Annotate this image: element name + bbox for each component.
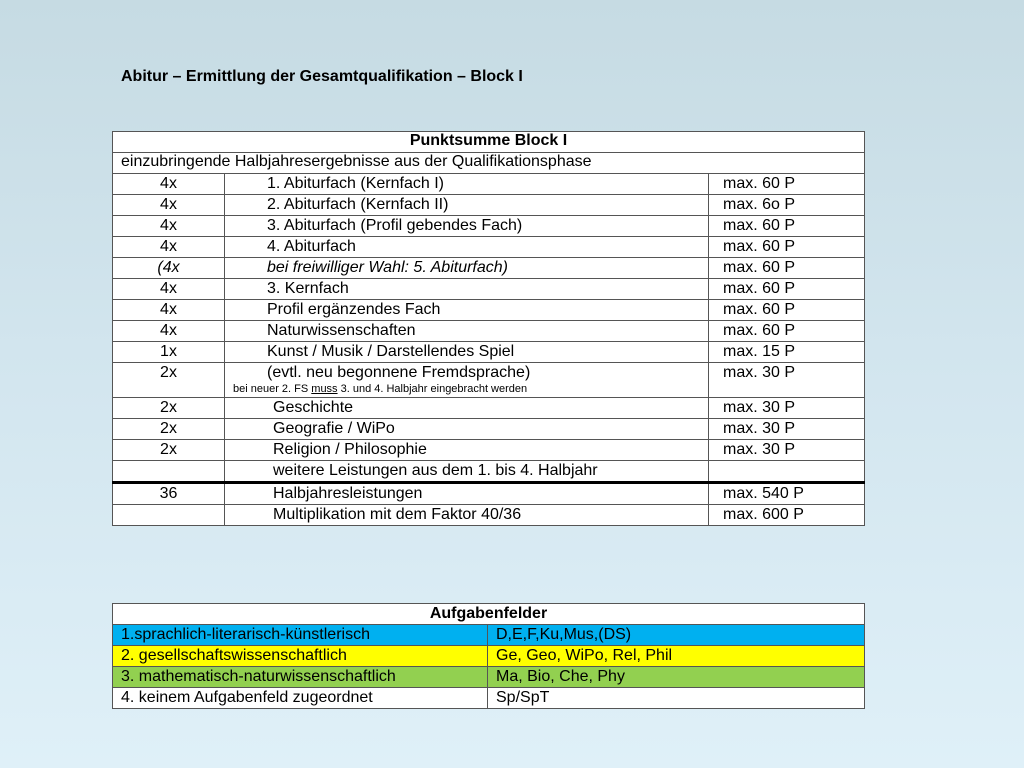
subject-cell: 2. Abiturfach (Kernfach II): [225, 195, 709, 216]
max-points-cell: max. 30 P: [709, 419, 865, 440]
max-points-cell: max. 60 P: [709, 279, 865, 300]
subject-cell: Profil ergänzendes Fach: [225, 300, 709, 321]
subject-cell: 1. Abiturfach (Kernfach I): [225, 174, 709, 195]
field-name-cell: 2. gesellschaftswissenschaftlich: [113, 646, 488, 667]
count-cell: (4x: [113, 258, 225, 279]
table-row: [113, 419, 865, 440]
table-header-row: [113, 604, 865, 625]
count-cell: 1x: [113, 342, 225, 363]
table-row: [113, 363, 865, 398]
field-name-cell: 3. mathematisch-naturwissenschaftlich: [113, 667, 488, 688]
max-points-cell: max. 60 P: [709, 300, 865, 321]
subject-cell: Multiplikation mit dem Faktor 40/36: [225, 505, 709, 526]
block-i-table: [112, 131, 865, 526]
subject-cell: Halbjahresleistungen: [225, 483, 709, 505]
table-row: [113, 646, 865, 667]
subject-cell: bei freiwilliger Wahl: 5. Abiturfach): [225, 258, 709, 279]
field-subjects-cell: Ge, Geo, WiPo, Rel, Phil: [488, 646, 865, 667]
table-row: [113, 667, 865, 688]
subject-cell: Geschichte: [225, 398, 709, 419]
max-points-cell: max. 30 P: [709, 363, 865, 398]
table-row: [113, 300, 865, 321]
count-cell: 4x: [113, 237, 225, 258]
subject-cell: Naturwissenschaften: [225, 321, 709, 342]
max-points-cell: max. 60 P: [709, 174, 865, 195]
subject-text: (evtl. neu begonnene Fremdsprache): [267, 364, 531, 381]
count-cell: [113, 505, 225, 526]
table-header-row: [113, 132, 865, 153]
note-emphasis: muss: [311, 383, 338, 395]
subject-cell: 4. Abiturfach: [225, 237, 709, 258]
subject-cell: Religion / Philosophie: [225, 440, 709, 461]
subject-cell: [225, 363, 709, 398]
max-points-cell: max. 60 P: [709, 237, 865, 258]
table-row: [113, 505, 865, 526]
max-points-cell: max. 60 P: [709, 258, 865, 279]
table-row: [113, 237, 865, 258]
table-row: [113, 398, 865, 419]
table-row: [113, 195, 865, 216]
table-row: [113, 342, 865, 363]
max-points-cell: max. 60 P: [709, 216, 865, 237]
count-cell: 36: [113, 483, 225, 505]
count-cell: 2x: [113, 419, 225, 440]
table-subheader: einzubringende Halbjahresergebnisse aus der Qualifikationsphase: [113, 153, 865, 174]
page-title: Abitur – Ermittlung der Gesamtqualifikation – Block I: [121, 68, 523, 85]
note-text: bei neuer 2. FS: [233, 383, 312, 395]
field-subjects-cell: D,E,F,Ku,Mus,(DS): [488, 625, 865, 646]
subject-cell: 3. Abiturfach (Profil gebendes Fach): [225, 216, 709, 237]
field-name-cell: 4. keinem Aufgabenfeld zugeordnet: [113, 688, 488, 709]
note-text: 3. und 4. Halbjahr eingebracht werden: [337, 383, 528, 395]
max-points-cell: [709, 461, 865, 483]
count-cell: 2x: [113, 363, 225, 398]
table-row: [113, 461, 865, 483]
max-points-cell: max. 540 P: [709, 483, 865, 505]
subject-cell: Kunst / Musik / Darstellendes Spiel: [225, 342, 709, 363]
count-cell: 4x: [113, 300, 225, 321]
subject-fields-table: [112, 603, 865, 709]
max-points-cell: max. 30 P: [709, 440, 865, 461]
count-cell: 4x: [113, 174, 225, 195]
count-cell: 4x: [113, 195, 225, 216]
table-row: [113, 440, 865, 461]
table-row: [113, 688, 865, 709]
max-points-cell: max. 6o P: [709, 195, 865, 216]
field-subjects-cell: Ma, Bio, Che, Phy: [488, 667, 865, 688]
max-points-cell: max. 30 P: [709, 398, 865, 419]
table-row: [113, 279, 865, 300]
table-row: [113, 321, 865, 342]
count-cell: 4x: [113, 321, 225, 342]
foreign-language-note: [233, 383, 708, 395]
table-header: Aufgabenfelder: [113, 604, 865, 625]
field-subjects-cell: Sp/SpT: [488, 688, 865, 709]
max-points-cell: max. 600 P: [709, 505, 865, 526]
table-row: [113, 258, 865, 279]
count-cell: [113, 461, 225, 483]
subject-cell: 3. Kernfach: [225, 279, 709, 300]
table-row: [113, 483, 865, 505]
count-cell: 4x: [113, 279, 225, 300]
subject-cell: Geografie / WiPo: [225, 419, 709, 440]
table-header: Punktsumme Block I: [113, 132, 865, 153]
table-row: [113, 216, 865, 237]
table-row: [113, 625, 865, 646]
count-cell: 2x: [113, 398, 225, 419]
max-points-cell: max. 15 P: [709, 342, 865, 363]
table-subheader-row: [113, 153, 865, 174]
count-cell: 2x: [113, 440, 225, 461]
count-cell: 4x: [113, 216, 225, 237]
subject-cell: weitere Leistungen aus dem 1. bis 4. Halbjahr: [225, 461, 709, 483]
field-name-cell: 1.sprachlich-literarisch-künstlerisch: [113, 625, 488, 646]
max-points-cell: max. 60 P: [709, 321, 865, 342]
table-row: [113, 174, 865, 195]
